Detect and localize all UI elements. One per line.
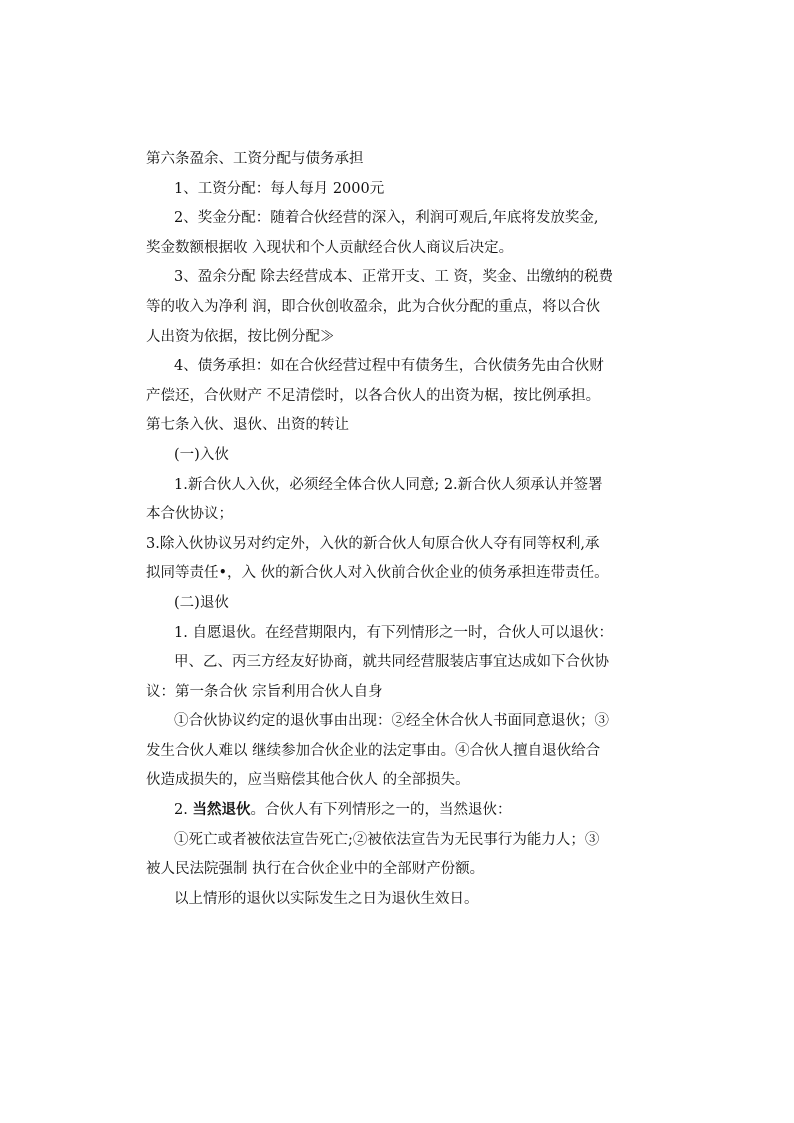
partnership-preamble-line-1: 甲、乙、丙三方经友好协商，就共同经营服装店事宜达成如下合伙协 [174,654,609,671]
admission-clause-line-1: 1.新合伙人入伙，必须经全体合伙人同意; 2.新合伙人须承认并签署 [174,476,603,493]
surplus-distribution-line-1: 3、盈余分配 除去经营成本、正常开支、工 资，奖金、岀缴纳的税费 [174,269,613,286]
admission-clause-3-line-1: 3.除入伙协议另对约定外，入伙的新合伙人旬原合伙人夺有同等权利,承 [146,535,600,552]
withdrawal-conditions-line-2: 发生合伙人难以 继续参加合伙企业的法定事由。④合伙人擅自退伙给合 [146,742,601,759]
bonus-distribution-line-2: 奖金数额根据收 入现状和个人贡献经合伙人商议后决定。 [146,239,514,256]
salary-distribution: 1、工资分配：每人每月 2000元 [174,180,385,197]
debt-bearing-line-1: 4、债务承担：如在合伙经营过程中有债务生，合伙债务先由合伙财 [174,358,604,375]
voluntary-withdrawal: 1. 自愿退伙。在经营期限内，有下列情形之一时，合伙人可以退伙： [174,624,613,641]
section-admission-heading: (一)入伙 [174,446,229,463]
article-6-heading: 第六条盈余、工资分配与债务承担 [146,151,364,167]
automatic-withdrawal-term: 当然退伙 [192,801,251,819]
admission-clause-line-2: 本合伙协议； [146,506,233,523]
debt-bearing-line-2: 产偿还，合伙财产 不足清偿时，以各合伙人的出资为椐，按比例承担。 [146,387,601,404]
surplus-distribution-line-3: 人出资为依据，按比例分配≫ [146,328,335,345]
automatic-withdrawal-text: 。合伙人有下列情形之一的，当然退伙： [250,802,512,819]
automatic-withdrawal-conditions-line-2: 被人民法院强制 执行在合伙企业中的全部财产份额。 [146,861,485,878]
withdrawal-conditions-line-3: 伙造成损失的，应当赔偿其他合伙人 的全部损失。 [146,772,470,789]
article-7-heading: 第七条入伙、退伙、出资的转让 [146,417,349,434]
automatic-withdrawal [146,801,652,819]
partnership-preamble-line-2: 议：第一条合伙 宗旨利用合伙人自身 [146,683,383,700]
withdrawal-conditions-line-1: ①合伙协议约定的退伙事由出现：②经全休合伙人书面同意退伙；③ [174,713,609,730]
section-withdrawal-heading: (二)退伙 [174,594,229,611]
automatic-withdrawal-conditions-line-1: ①死亡或者被依法宣告死亡;②被依法宣告为无民事行为能力人；③ [174,831,600,848]
document-body [146,150,652,919]
surplus-distribution-line-2: 等的收入为净利 润，即合伙创收盈余，此为合伙分配的重点，将以合伙 [146,298,601,315]
admission-clause-3-line-2: 拟同等责任•，入 伙的新合伙人对入伙前合伙企业的侦务承担连带责任。 [146,565,609,582]
automatic-withdrawal-number: 2. [174,802,188,819]
bonus-distribution-line-1: 2、奖金分配：随着合伙经营的深入，利润可观后,年底将发放奖金, [174,210,599,227]
withdrawal-effective-date: 以上情形的退伙以实际发生之日为退伙生效日。 [174,890,479,907]
